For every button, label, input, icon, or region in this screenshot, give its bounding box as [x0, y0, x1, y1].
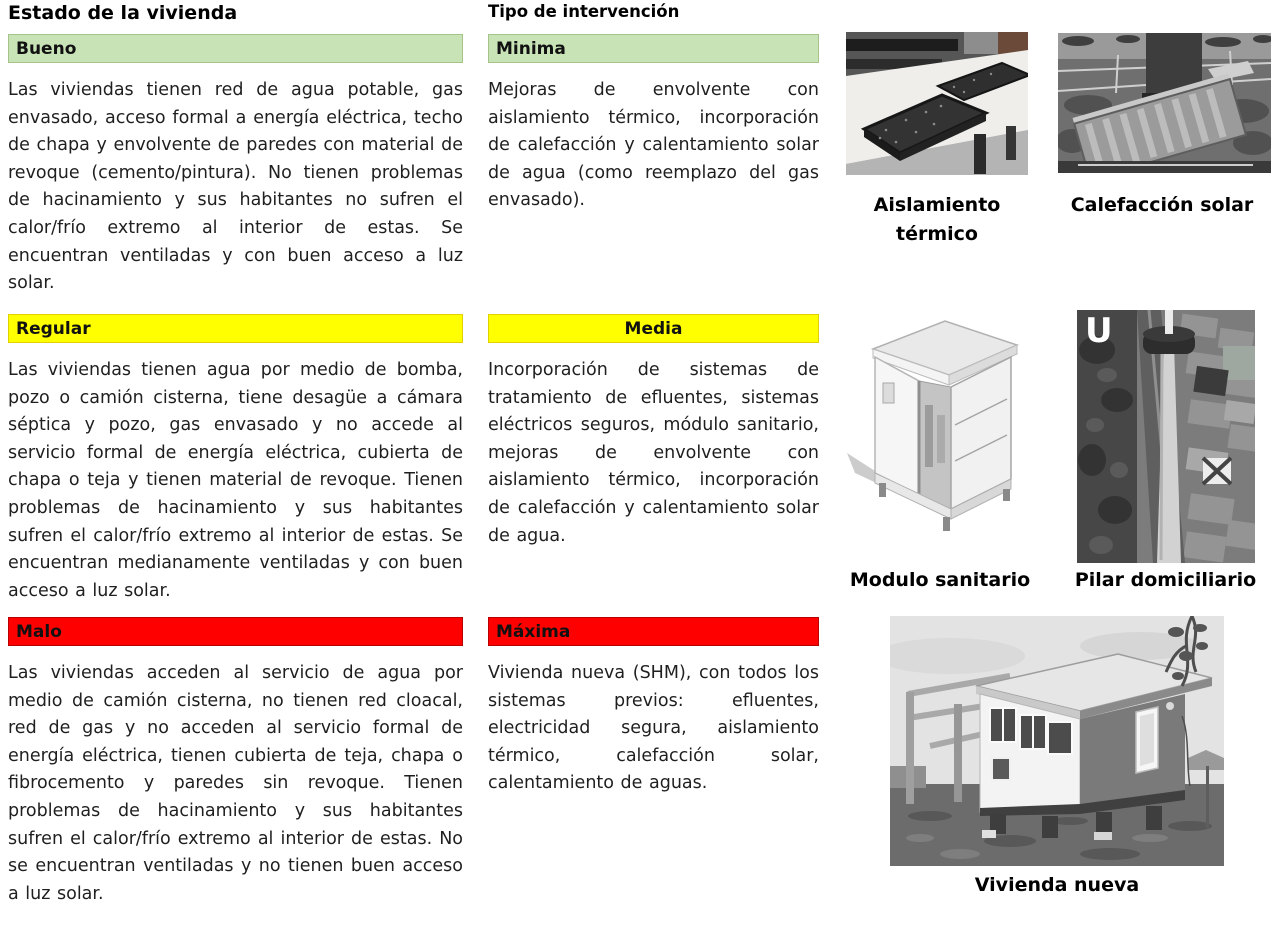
status-header-malo-label: Malo	[16, 621, 62, 642]
intervention-header-minima	[488, 34, 819, 63]
status-header-regular	[8, 314, 463, 343]
intervention-header-maxima	[488, 617, 819, 646]
pilar-domiciliario-caption: Pilar domiciliario	[1074, 569, 1257, 591]
estado-column-title: Estado de la vivienda	[8, 2, 238, 24]
intervention-maxima-description: Vivienda nueva (SHM), con todos los sistemas previos: efluentes, electricidad segura, aislamiento térmico, calefacción solar, calentamiento de aguas.	[488, 663, 819, 794]
calefaccion-solar-photo	[1058, 33, 1271, 173]
status-regular-description: Las viviendas tienen agua por medio de bomba, pozo o camión cisterna, tiene desagüe a cámara séptica y pozo, gas envasado y no accede al servicio formal de energía eléctrica, cubierta de chapa o teja y tienen material de revoque. Tienen problemas de hacinamiento y sus habitantes sufren el calor/frío extremo al interior de estas. Se encuentran medianamente ventiladas y con buen acceso a luz solar.	[8, 360, 463, 601]
vivienda-nueva-photo	[890, 616, 1224, 866]
intervention-header-media-label: Media	[624, 318, 683, 339]
intervention-header-minima-label: Minima	[496, 38, 566, 59]
modulo-sanitario-caption: Modulo sanitario	[849, 569, 1031, 591]
pilar-domiciliario-photo	[1077, 310, 1255, 563]
intervention-media-description: Incorporación de sistemas de tratamiento de efluentes, sistemas eléctricos seguros, módulo sanitario, mejoras de envolvente con aislamiento térmico, incorporación de calefacción y calentamiento solar de agua.	[488, 360, 819, 546]
vivienda-nueva-caption: Vivienda nueva	[974, 874, 1140, 896]
status-header-regular-label: Regular	[16, 318, 91, 339]
status-bueno-description: Las viviendas tienen red de agua potable, gas envasado, acceso formal a energía eléctrica, techo de chapa y envolvente de paredes con material de revoque (cemento/pintura). No tienen problemas de hacinamiento y sus habitantes no sufren el calor/frío extremo al interior de estas. Se encuentran ventiladas y con buen acceso a luz solar.	[8, 80, 463, 294]
status-header-malo	[8, 617, 463, 646]
intervention-header-media	[488, 314, 819, 343]
svg-text:U: U	[1085, 311, 1113, 351]
intervention-minima-description: Mejoras de envolvente con aislamiento térmico, incorporación de calefacción y calentamiento solar de agua (como reemplazo del gas envasado).	[488, 80, 819, 211]
intervencion-column-title: Tipo de intervención	[488, 2, 680, 21]
status-malo-description: Las viviendas acceden al servicio de agua por medio de camión cisterna, no tienen red cloacal, red de gas y no acceden al servicio formal de energía eléctrica, tienen cubierta de teja, chapa o fibrocemento y paredes sin revoque. Tienen problemas de hacinamiento y sus habitantes sufren el calor/frío extremo al interior de estas. No se encuentran ventiladas y no tienen buen acceso a luz solar.	[8, 663, 463, 904]
aislamiento-termico-caption: Aislamiento térmico	[873, 194, 1001, 245]
aislamiento-termico-photo	[846, 32, 1028, 175]
status-header-bueno-label: Bueno	[16, 38, 77, 59]
status-header-bueno	[8, 34, 463, 63]
modulo-sanitario-render	[845, 305, 1035, 560]
calefaccion-solar-caption: Calefacción solar	[1070, 194, 1254, 216]
intervention-header-maxima-label: Máxima	[496, 621, 571, 642]
